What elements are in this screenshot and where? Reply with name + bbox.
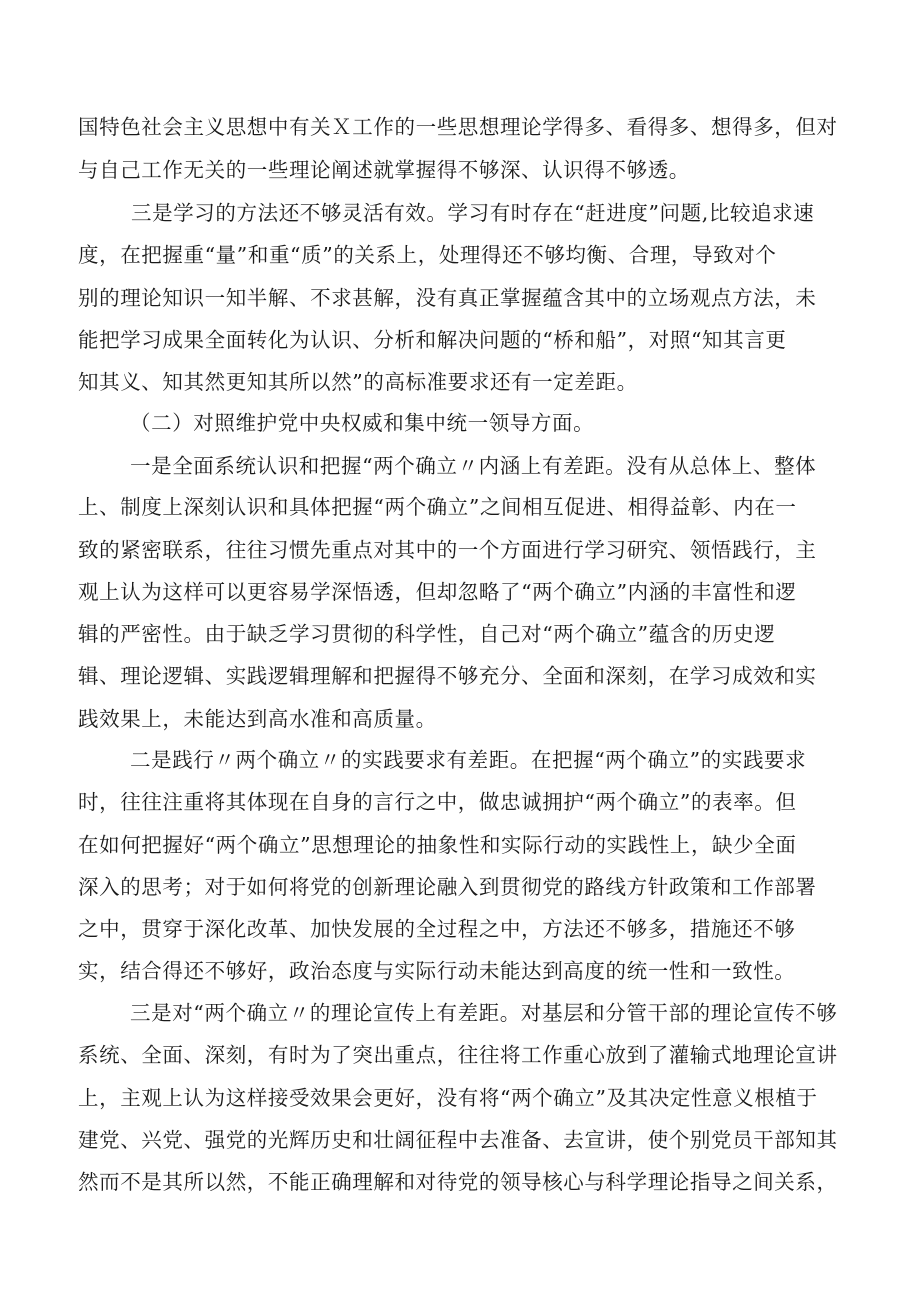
body-line: 辑的严密性。由于缺乏学习贯彻的科学性，自己对“两个确立”蕴含的历史逻 — [78, 622, 776, 646]
body-line: 然而不是其所以然，不能正确理解和对待党的领导核心与科学理论指导之间关系， — [78, 1170, 838, 1194]
body-line: 三是对“两个确立〃的理论宣传上有差距。对基层和分管干部的理论宣传不够 — [130, 1001, 838, 1025]
section-heading: （二）对照维护党中央权威和集中统一领导方面。 — [130, 411, 595, 435]
body-line: 辑、理论逻辑、实践逻辑理解和把握得不够充分、全面和深刻，在学习成效和实 — [78, 664, 817, 688]
body-line: 深入的思考；对于如何将党的创新理论融入到贯彻党的路线方针政策和工作部署 — [78, 875, 817, 899]
body-line: 之中，贯穿于深化改革、加快发展的全过程之中，方法还不够多，措施还不够 — [78, 917, 796, 941]
body-line: 与自己工作无关的一些理论阐述就掌握得不够深、认识得不够透。 — [78, 158, 690, 182]
body-line: 在如何把握好“两个确立”思想理论的抽象性和实际行动的实践性上，缺少全面 — [78, 833, 797, 857]
body-line: 践效果上，未能达到高水准和高质量。 — [78, 707, 437, 731]
body-line: 致的紧密联系，往往习惯先重点对其中的一个方面进行学习研究、领悟践行，主 — [78, 538, 817, 562]
body-line: 实，结合得还不够好，政治态度与实际行动未能达到高度的统一性和一致性。 — [78, 959, 796, 983]
body-line: 国特色社会主义思想中有关Ｘ工作的一些思想理论学得多、看得多、想得多，但对 — [78, 115, 838, 139]
body-line: 时，往往注重将其体现在自身的言行之中，做忠诚拥护“两个确立”的表率。但 — [78, 790, 797, 814]
body-line: 上、制度上深刻认识和具体把握“两个确立”之间相互促进、相得益彰、内在一 — [78, 495, 797, 519]
body-line: 建党、兴党、强党的光辉历史和壮阔征程中去准备、去宣讲，使个别党员干部知其 — [78, 1128, 838, 1152]
body-line: 观上认为这样可以更容易学深悟透，但却忽略了“两个确立”内涵的丰富性和逻 — [78, 580, 797, 604]
body-line: 能把学习成果全面转化为认识、分析和解决问题的“桥和船”，对照“知其言更 — [78, 328, 787, 352]
body-line: 度，在把握重“量”和重“质”的关系上，处理得还不够均衡、合理，导致对个 — [78, 243, 777, 267]
body-line: 三是学习的方法还不够灵活有效。学习有时存在“赶进度”问题,比较追求速 — [131, 201, 815, 225]
body-line: 二是践行〃两个确立〃的实践要求有差距。在把握“两个确立”的实践要求 — [130, 748, 807, 772]
body-line: 知其义、知其然更知其所以然”的高标准要求还有一定差距。 — [78, 370, 638, 394]
body-line: 上，主观上认为这样接受效果会更好，没有将“两个确立”及其决定性意义根植于 — [78, 1086, 818, 1110]
body-line: 别的理论知识一知半解、不求甚解，没有真正掌握蕴含其中的立场观点方法，未 — [78, 286, 817, 310]
body-line: 一是全面系统认识和把握“两个确立〃内涵上有差距。没有从总体上、整体 — [130, 454, 817, 478]
body-line: 系统、全面、深刻，有时为了突出重点，往往将工作重心放到了灌输式地理论宣讲 — [78, 1043, 838, 1067]
